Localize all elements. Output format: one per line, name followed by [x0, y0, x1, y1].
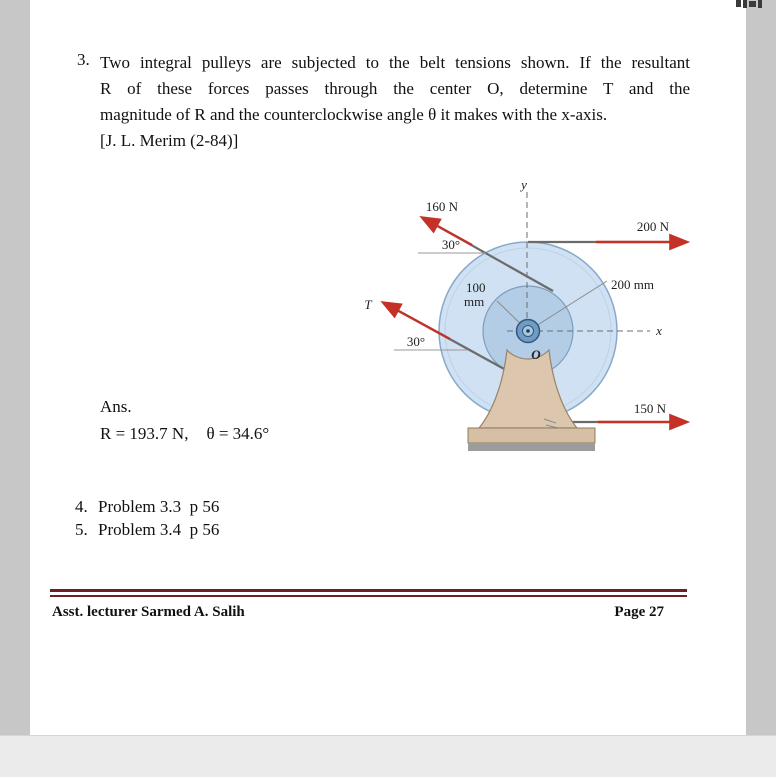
- force-160-label: 160 N: [425, 199, 459, 214]
- force-200-label: 200 N: [636, 219, 670, 234]
- stand-base: [468, 428, 595, 443]
- origin-label: O: [531, 347, 541, 362]
- answer-angle: θ = 34.6°: [206, 424, 270, 443]
- angle-top-label: 30°: [441, 237, 461, 252]
- problem-line: Two integral pulleys are subjected to the belt tensions shown. If the resultant: [100, 53, 690, 72]
- list-item-number: 4.: [75, 497, 88, 516]
- force-T-label: T: [364, 297, 372, 312]
- clipped-glyph: [749, 1, 756, 7]
- force-150-label: 150 N: [633, 401, 667, 416]
- problem-text: [100, 50, 690, 154]
- pulley-figure: [350, 180, 700, 460]
- clipped-text-fragment: [736, 0, 770, 9]
- outer-radius-label: 200 mm: [611, 277, 654, 292]
- angle-bottom-label: 30°: [406, 334, 426, 349]
- footer-rule-top: [50, 589, 687, 592]
- problem-citation: [J. L. Merim (2-84)]: [100, 131, 239, 150]
- inner-radius-label-line1: 100: [466, 280, 486, 295]
- answer-value: [100, 424, 269, 444]
- x-axis-label: x: [656, 323, 662, 338]
- y-axis-label: y: [521, 180, 527, 192]
- footer-author: Asst. lecturer Sarmed A. Salih: [52, 604, 245, 620]
- list-item-number: 5.: [75, 520, 88, 539]
- list-item-text: Problem 3.3 p 56: [98, 497, 220, 516]
- answer-label: Ans.: [100, 397, 132, 416]
- list-item-problem-3-3: [75, 497, 219, 517]
- footer-page-number: Page 27: [614, 604, 664, 620]
- problem-line: magnitude of R and the counterclockwise angle θ it makes with the x-axis.: [100, 105, 608, 124]
- clipped-glyph: [758, 0, 762, 8]
- problem-line: R of these forces passes through the center O, determine T and the: [100, 79, 690, 98]
- clipped-glyph: [736, 0, 741, 7]
- pulley-hub-dot: [526, 329, 530, 333]
- footer-rule-bottom: [50, 595, 687, 597]
- list-item-problem-3-4: [75, 520, 219, 540]
- bottom-gray-strip: [0, 735, 776, 777]
- problem-number: 3.: [77, 50, 90, 69]
- stand-base-shadow: [468, 443, 595, 451]
- answer-resultant: R = 193.7 N,: [100, 424, 189, 443]
- clipped-glyph: [743, 0, 747, 8]
- list-item-text: Problem 3.4 p 56: [98, 520, 220, 539]
- inner-radius-label-line2: mm: [464, 294, 485, 309]
